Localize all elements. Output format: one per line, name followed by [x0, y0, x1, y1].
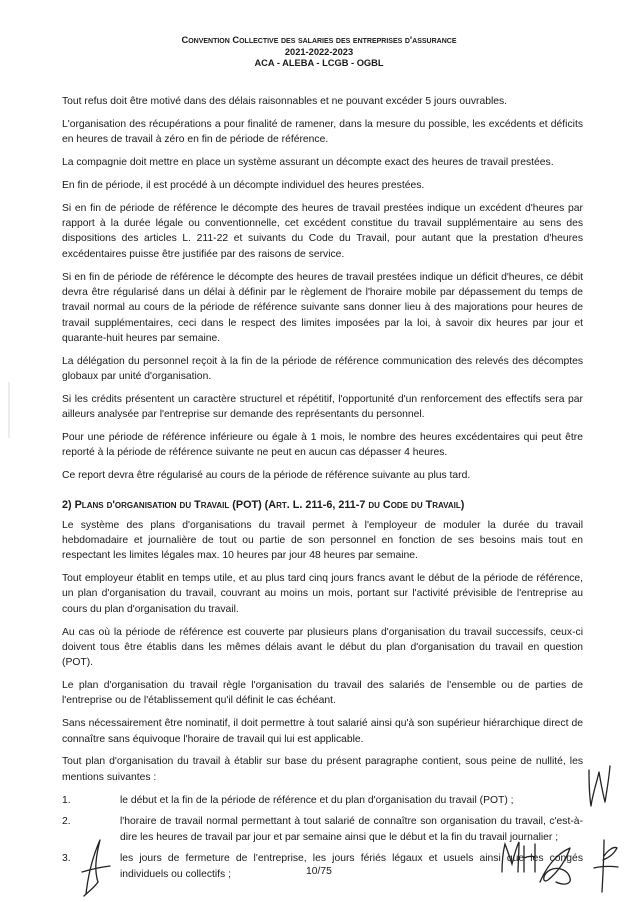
paragraph: Tout employeur établit en temps utile, et au plus tard cinq jours francs avant le début de la période de référence, un plan d'organisation du travail, couvrant au moins un mois, portant sur l'activité prévisible de l'entreprise au cours du plan d'organisation du travail. — [62, 573, 583, 615]
header-title: Convention Collective des salaries des entreprises d'assurance — [181, 35, 457, 45]
paragraph: L'organisation des récupérations a pour finalité de ramener, dans la mesure du possible, les excédents et déficits en heures de travail à zéro en fin de période de référence. — [62, 118, 583, 146]
handwritten-signature-loop — [536, 844, 576, 888]
header-years: 2021-2022-2023 — [284, 46, 354, 57]
paragraph: Tout refus doit être motivé dans des délais raisonnables et ne pouvant excéder 5 jours ouvrables. — [62, 96, 508, 107]
paragraph: Si en fin de période de référence le décompte des heures de travail prestées indique un excédent d'heures par rapport à la durée légale ou conventionnelle, cet excédent constitue du travail supplémentaire au sens des dispositions des articles L. 211-22 et suivants du Code du Travail, pour autant que la prestation d'heures excédentaires puisse être justifiée par des raisons de service. — [62, 202, 583, 260]
list-item-text: l'horaire de travail normal permettant à tout salarié de connaître son organisation du travail, c'est-à-dire les heures de travail par jour et par semaine ainsi que le début et la fin du travail journalier ; — [120, 816, 583, 843]
scan-margin-mark — [6, 380, 12, 440]
list-item — [62, 793, 583, 808]
list-item-text: le début et la fin de la période de référence et du plan d'organisation du travail (POT) ; — [120, 794, 514, 806]
paragraph: Le système des plans d'organisations du travail permet à l'employeur de moduler la durée du travail hebdomadaire et journalière de tout ou partie de son personnel en fonction de ses besoins mais tout en respectant les limites légales max. 10 heures par jour 48 heures par semaine. — [62, 519, 583, 562]
list-item-text: les jours de fermeture de l'entreprise, les jours fériés légaux et usuels ainsi que les congés individuels ou collectifs ; — [120, 853, 583, 880]
section-title: 2) Plans d'organisation du Travail (POT) (Art. L. 211-6, 211-7 du Code du Travail) — [62, 498, 465, 511]
handwritten-initial-signature-margin — [583, 762, 613, 812]
paragraph: Ce report devra être régularisé au cours de la période de référence suivante au plus tard. — [62, 470, 471, 482]
list-item-number: 2. — [62, 816, 71, 828]
paragraph: La compagnie doit mettre en place un système assurant un décompte exact des heures de travail prestées. — [62, 157, 554, 169]
paragraph: En fin de période, il est procédé à un décompte individuel des heures prestées. — [62, 179, 425, 191]
handwritten-initials-mh — [498, 838, 538, 878]
handwritten-signature-right — [590, 836, 620, 896]
page-number: 10/75 — [306, 866, 332, 877]
paragraph: Si les crédits présentent un caractère structurel et répétitif, l'opportunité d'un renforcement des effectifs sera par ailleurs analysée par l'entreprise sur demande des représentants du personnel. — [62, 393, 583, 421]
paragraph: Sans nécessairement être nominatif, il doit permettre à tout salarié ainsi qu'à son supérieur hiérarchique direct de connaître sans équivoque l'horaire de travail qui lui est applicable. — [62, 718, 583, 745]
paragraph: Si en fin de période de référence le décompte des heures de travail prestées indique un déficit d'heures, ce débit devra être régularisé dans un délai à définir par le règlement de l'horaire mobile par dépassement du temps de travail normal au cours de la période de référence suivante sans donner lieu à des majorations pour heures de travail supplémentaires, ceci dans le respect des limites imposées par la loi, à savoir dix heures par jour et quarante-huit heures par semaine. — [62, 271, 583, 344]
paragraph: Au cas où la période de référence est couverte par plusieurs plans d'organisation du travail successifs, ceux-ci doivent tous être établis dans les mêmes délais avant le début du plan d'organisation du travail en question (POT). — [62, 626, 583, 669]
paragraph: La délégation du personnel reçoit à la fin de la période de référence communication des relevés des décomptes globaux par unité d'organisation. — [62, 355, 583, 383]
document-body — [62, 94, 583, 889]
list-item-number: 3. — [62, 853, 71, 865]
paragraph: Le plan d'organisation du travail règle l'organisation du travail des salariés de l'ensemble ou de parties de l'entreprise ou de l'établissement qu'il définit le cas échéant. — [62, 680, 583, 707]
paragraph: Pour une période de référence inférieure ou égale à 1 mois, le nombre des heures excédentaires qui peut être reporté à la période de référence suivante ne peut en aucun cas dépasser 4 heures. — [62, 432, 583, 459]
paragraph: Tout plan d'organisation du travail à établir sur base du présent paragraphe contient, sous peine de nullité, les mentions suivantes : — [62, 756, 583, 783]
document-header — [0, 35, 638, 70]
header-parties: ACA - ALEBA - LCGB - OGBL — [254, 58, 384, 68]
handwritten-initial-signature-left — [78, 836, 112, 898]
list-item-number: 1. — [62, 794, 71, 806]
